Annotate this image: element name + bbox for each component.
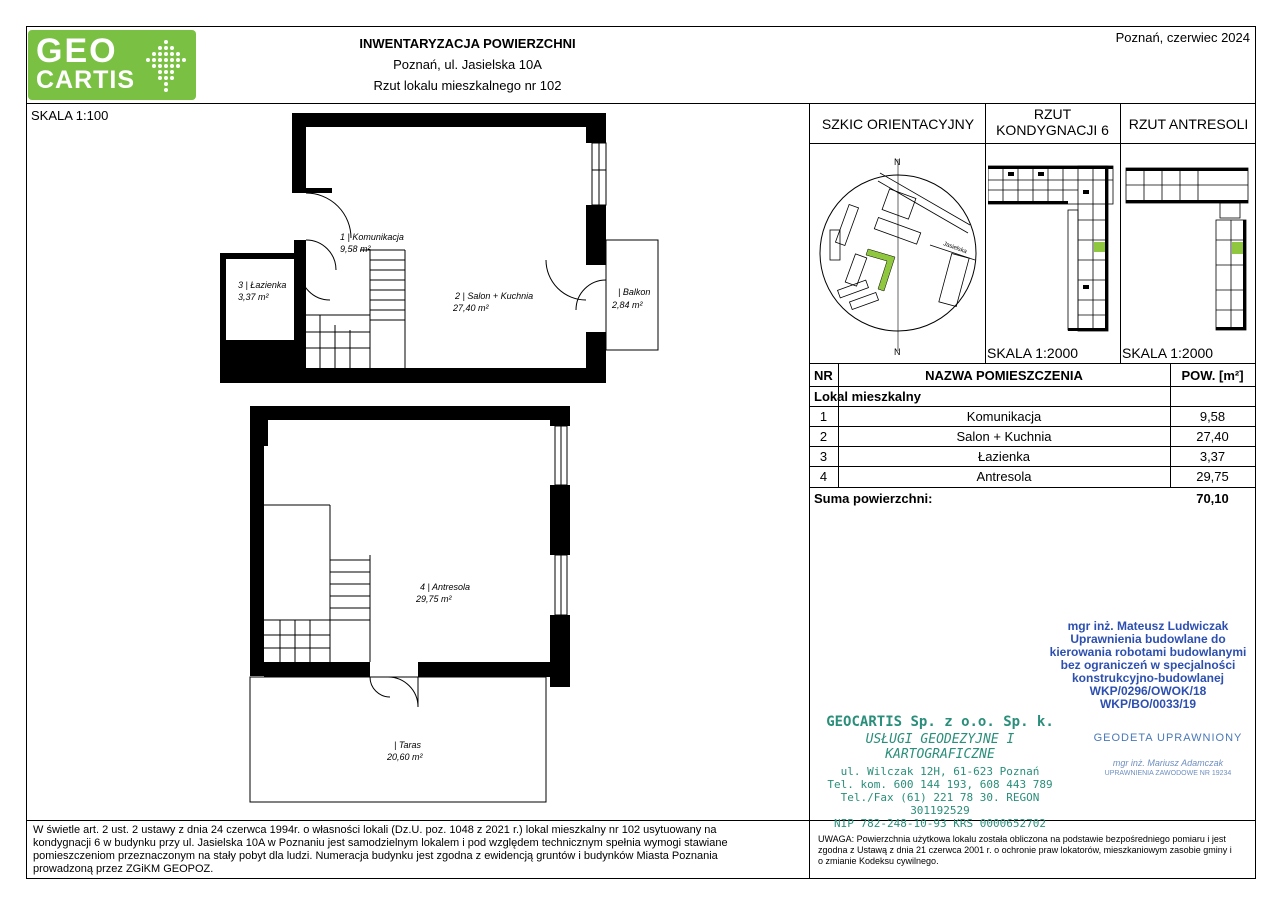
document-subtitle: Rzut lokalu mieszkalnego nr 102 bbox=[373, 78, 562, 93]
room-area-salon: 27,40 m² bbox=[453, 303, 489, 313]
legal-note: W świetle art. 2 ust. 2 ustawy z dnia 24 czerwca 1994r. o własności lokali (Dz.U. poz. 1048 z 2021 r.) lokal mieszkalny nr 102 usytuowany na kondygnacji 6 w budynku przy ul. Jasielska 10A w Poznaniu jest samodzielnym lokalem i pod względem technicznym spełnia wymogi stawiane pomieszczeniom przeznaczonym na stały pobyt dla ludzi. Numeracja budynku jest zgodna z ewidencją gruntów i budynków Miasta Poznania prowadzoną przez ZGiKM GEOPOZ. bbox=[33, 824, 728, 875]
table-hline-r2 bbox=[809, 446, 1256, 447]
upper-stairs bbox=[306, 250, 405, 368]
table-row-1-nr: 1 bbox=[819, 409, 828, 424]
street-label: Jasielska bbox=[942, 241, 968, 256]
document-date: Poznań, czerwiec 2024 bbox=[1115, 30, 1250, 45]
surveyor-license: UPRAWNIENIA ZAWODOWE NR 19234 bbox=[1104, 770, 1232, 777]
room-label-komunikacja: 1 | Komunikacja bbox=[340, 232, 404, 242]
company-fax: Tel./Fax (61) 221 78 30. REGON 301192529 bbox=[840, 791, 1040, 817]
table-head-area: POW. [m²] bbox=[1181, 368, 1244, 383]
sketch-scale-3: SKALA 1:2000 bbox=[1122, 345, 1214, 361]
surveyor-title: GEODETA UPRAWNIONY bbox=[1093, 732, 1243, 744]
sketch-vline-2 bbox=[1120, 103, 1121, 363]
stamp1-line-6: WKP/0296/OWOK/18 bbox=[1089, 684, 1207, 698]
room-label-salon: 2 | Salon + Kuchnia bbox=[455, 291, 534, 301]
north-label-bottom: N bbox=[894, 347, 901, 357]
table-row-3-nr: 3 bbox=[819, 449, 828, 464]
document-address: Poznań, ul. Jasielska 10A bbox=[393, 57, 542, 72]
surveyor-stamp bbox=[1082, 732, 1254, 777]
sketch-col3-title: RZUT ANTRESOLI bbox=[1128, 116, 1249, 132]
floor6-sketch bbox=[988, 160, 1118, 340]
room-label-balkon: | Balkon bbox=[618, 287, 651, 297]
table-row-3-area: 3,37 bbox=[1199, 449, 1226, 464]
logo-text-top: GEO bbox=[36, 32, 118, 70]
sketch-col1-title: SZKIC ORIENTACYJNY bbox=[821, 116, 975, 132]
footer-divider bbox=[26, 820, 1256, 821]
plan-scale: SKALA 1:100 bbox=[31, 108, 109, 123]
surveyor-name: mgr inż. Mariusz Adamczak bbox=[1112, 758, 1224, 768]
company-phone: Tel. kom. 600 144 193, 608 443 789 bbox=[827, 778, 1053, 791]
floor-plan bbox=[200, 110, 670, 810]
stamp1-line-2: Uprawnienia budowlane do bbox=[1070, 632, 1226, 646]
table-head-nr: NR bbox=[814, 368, 833, 383]
logo-dots-icon bbox=[140, 38, 192, 94]
company-stamp bbox=[815, 714, 1065, 830]
unit-highlight-floor6 bbox=[1094, 242, 1105, 252]
table-hline-r1 bbox=[809, 426, 1256, 427]
stamp1-line-3: kierowania robotami budowlanymi bbox=[1049, 645, 1247, 659]
table-row-2-nr: 2 bbox=[819, 429, 828, 444]
table-hline-group bbox=[809, 406, 1256, 407]
logo-text-bottom: CARTIS bbox=[36, 66, 136, 94]
table-sum-label: Suma powierzchni: bbox=[814, 491, 933, 506]
table-row-2-area: 27,40 bbox=[1196, 429, 1229, 444]
mezzanine-sketch bbox=[1124, 160, 1254, 340]
company-nip: NIP 782-248-10-93 KRS 0000652702 bbox=[834, 817, 1046, 830]
room-area-komunikacja: 9,58 m² bbox=[340, 244, 371, 254]
lower-plan bbox=[250, 406, 570, 687]
stamp1-line-7: WKP/BO/0033/19 bbox=[1099, 697, 1197, 711]
stamp1-line-5: konstrukcyjno-budowlanej bbox=[1071, 671, 1224, 685]
footer-mid-divider bbox=[809, 820, 810, 879]
unit-highlight-mezzanine bbox=[1232, 242, 1243, 254]
stamp1-line-4: bez ograniczeń w specjalności bbox=[1060, 658, 1236, 672]
orientation-sketch bbox=[810, 145, 985, 360]
table-hline-head bbox=[809, 386, 1256, 387]
room-area-balkon: 2,84 m² bbox=[612, 300, 643, 310]
table-row-1-area: 9,58 bbox=[1199, 409, 1226, 424]
upper-plan bbox=[220, 113, 606, 383]
company-address: ul. Wilczak 12H, 61-623 Poznań bbox=[840, 765, 1040, 778]
building-highlight-icon bbox=[866, 249, 895, 291]
table-row-1-name: Komunikacja bbox=[966, 409, 1042, 424]
area-note: UWAGA: Powierzchnia użytkowa lokalu została obliczona na podstawie bezpośredniego pomiaru i jest zgodna z Ustawą z dnia 21 czerwca 2001 r. o ochronie praw lokatorów, mieszkaniowym zasobie gminy i o zmianie Kodeksu cywilnego. bbox=[818, 834, 1232, 866]
room-area-lazienka: 3,37 m² bbox=[238, 292, 269, 302]
stamp1-line-1: mgr inż. Mateusz Ludwiczak bbox=[1067, 619, 1229, 633]
room-label-taras: | Taras bbox=[394, 740, 422, 750]
table-group-label: Lokal mieszkalny bbox=[814, 389, 921, 404]
table-sum-value: 70,10 bbox=[1196, 491, 1229, 506]
company-logo bbox=[28, 30, 196, 100]
table-vline-right bbox=[1255, 363, 1256, 487]
room-area-taras: 20,60 m² bbox=[387, 752, 423, 762]
room-area-antresola: 29,75 m² bbox=[416, 594, 452, 604]
lower-stairs bbox=[264, 505, 370, 662]
north-label-top: N bbox=[894, 157, 901, 167]
table-hline-r3 bbox=[809, 466, 1256, 467]
sketch-vline-1 bbox=[985, 103, 986, 363]
room-label-lazienka: 3 | Łazienka bbox=[238, 280, 287, 290]
sketch-bottom bbox=[809, 363, 1256, 364]
document-title: INWENTARYZACJA POWIERZCHNI bbox=[359, 36, 576, 51]
room-label-antresola: 4 | Antresola bbox=[420, 582, 471, 592]
sketch-col2-title: RZUT KONDYGNACJI 6 bbox=[996, 106, 1109, 138]
table-row-2-name: Salon + Kuchnia bbox=[956, 429, 1052, 444]
table-head-name: NAZWA POMIESZCZENIA bbox=[925, 368, 1083, 383]
company-name: GEOCARTIS Sp. z o.o. Sp. k. bbox=[826, 714, 1054, 730]
table-row-4-name: Antresola bbox=[976, 469, 1032, 484]
engineer-stamp bbox=[1048, 620, 1248, 711]
table-row-4-area: 29,75 bbox=[1196, 469, 1229, 484]
table-hline-r4 bbox=[809, 487, 1256, 488]
table-row-3-name: Łazienka bbox=[977, 449, 1031, 464]
header-divider bbox=[26, 103, 1256, 104]
sketch-scale-2: SKALA 1:2000 bbox=[987, 345, 1079, 361]
sketch-hline bbox=[809, 143, 1256, 144]
table-row-4-nr: 4 bbox=[819, 469, 828, 484]
company-services: USŁUGI GEODEZYJNE I KARTOGRAFICZNE bbox=[865, 732, 1015, 762]
